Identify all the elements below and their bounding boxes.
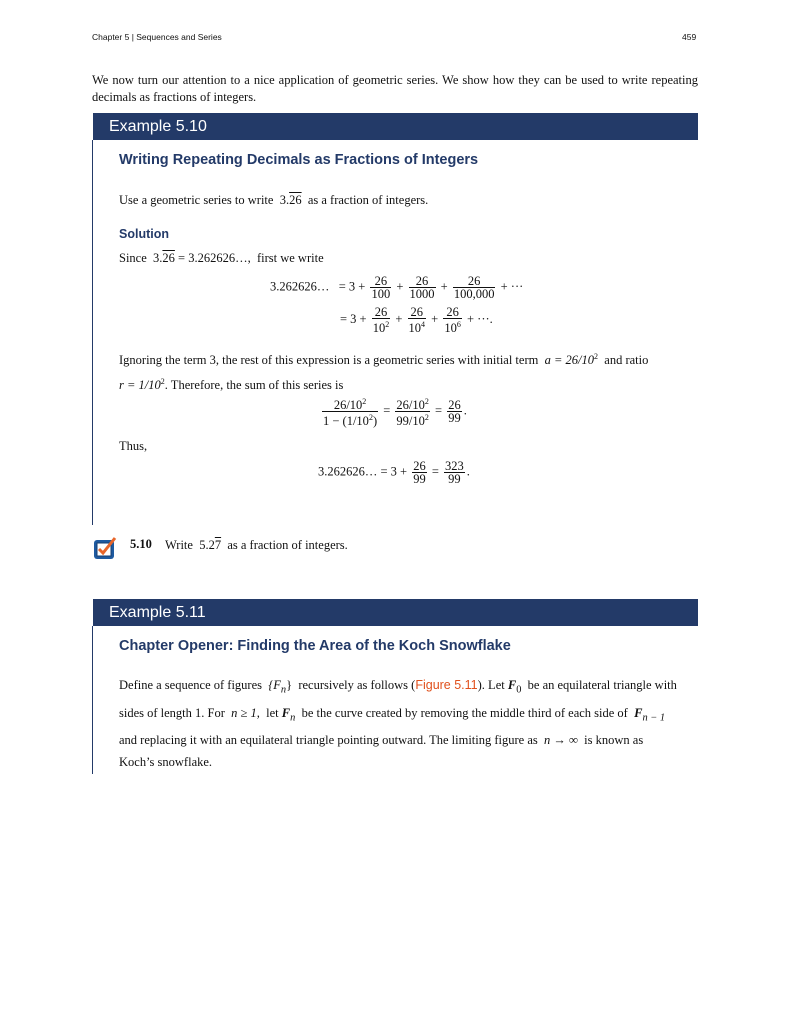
equation-line-2: = 3 + $\frac{26}{10^2}$ + $\frac{26}{10^4}$ + $\frac{26}{10^6}$ + ···. bbox=[340, 305, 493, 336]
final-equation: 3.262626… = 3 + $\frac{26}{99}$ = $\frac{323}{99}$ . bbox=[318, 459, 470, 486]
example-title: Writing Repeating Decimals as Fractions of Integers bbox=[119, 152, 479, 168]
koch-paragraph: Define a sequence of figures $\{F_n\}$ recursively as follows (Figure 5.11). Let $F_0$ be an equilateral triangle with sides of length 1. For n ≥ 1, let $F_n$ be the curve created by removing the middle third of each side of $F_{n - 1}$ and replacing it with an equilateral triangle pointing outward. The limiting figure as n → ∞ is known as Koch’s snowflake. bbox=[119, 678, 677, 769]
checkpoint-text: Write 5.27 as a fraction of integers. bbox=[165, 538, 348, 552]
checkpoint-icon bbox=[93, 537, 115, 559]
intro-paragraph: We now turn our attention to a nice application of geometric series. We show how they can be used to write repeating decimals as fractions of integers. bbox=[92, 73, 698, 104]
example-border bbox=[92, 626, 93, 774]
page-number: 459 bbox=[682, 32, 697, 42]
solution-heading: Solution bbox=[119, 227, 169, 241]
checkpoint-number: 5.10 bbox=[130, 537, 152, 551]
example-border bbox=[92, 140, 93, 525]
thus-label: Thus, bbox=[119, 439, 148, 453]
since-line: Since 3.26 = 3.262626…, first we write bbox=[119, 251, 324, 265]
example-5-10-banner: Example 5.10 bbox=[93, 113, 698, 140]
example-5-11-banner: Example 5.11 bbox=[93, 599, 698, 626]
figure-link[interactable]: Figure 5.11 bbox=[415, 678, 478, 692]
equation-line-1: 3.262626… = 3 + $\frac{26}{100}$ + $\frac{26}{1000}$ + $\frac{26}{100,000}$ + ··· bbox=[270, 274, 524, 301]
sum-equation: $\frac{26/10^2}{1 - (1/10^2)}$ = $\frac{26/10^2}{99/10^2}$ = $\frac{26}{99}$ . bbox=[323, 397, 467, 429]
chapter-header: Chapter 5 | Sequences and Series bbox=[92, 32, 222, 42]
example-title: Chapter Opener: Finding the Area of the Koch Snowflake bbox=[119, 638, 511, 654]
example-prompt: Use a geometric series to write 3.26 as a fraction of integers. bbox=[119, 193, 429, 207]
ignoring-paragraph: Ignoring the term 3, the rest of this expression is a geometric series with initial term $a = 26/10^2$ and ratio $r = 1/10^2$. Therefore, the sum of this series is bbox=[119, 352, 649, 393]
